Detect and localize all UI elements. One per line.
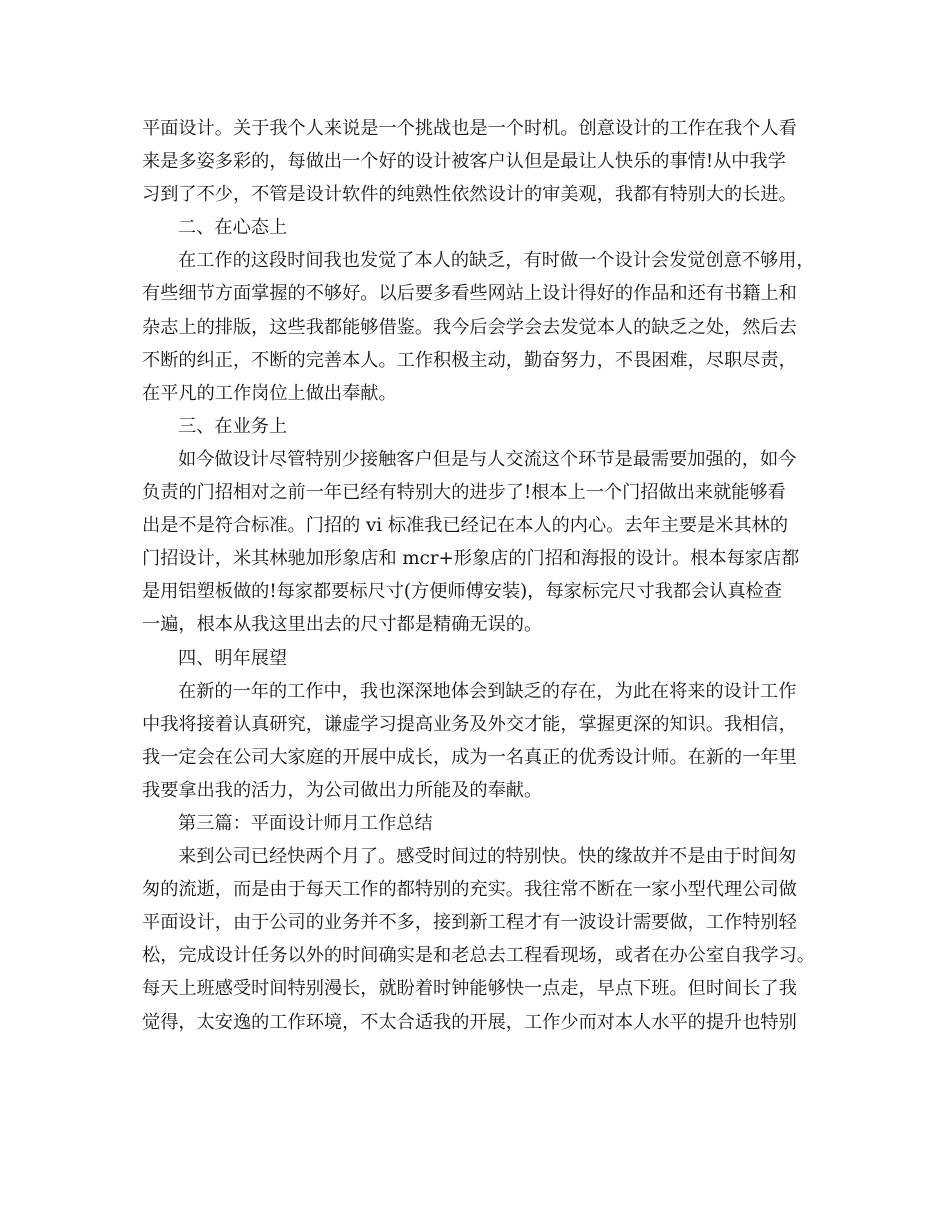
paragraph-start-line: 在工作的这段时间我也发觉了本人的缺乏，有时做一个设计会发觉创意不够用，: [178, 250, 815, 272]
paragraph-start-line: 三、在业务上: [178, 415, 288, 437]
text-line: 我要拿出我的活力，为公司做出力所能及的奉献。: [142, 779, 543, 801]
text-line: 负责的门招相对之前一年已经有特别大的进步了!根本上一个门招做出来就能够看: [142, 482, 786, 504]
paragraph-start-line: 四、明年展望: [178, 647, 288, 669]
text-line: 习到了不少，不管是设计软件的纯熟性依然设计的审美观，我都有特别大的长进。: [142, 184, 797, 206]
paragraph-start-line: 二、在心态上: [178, 217, 288, 239]
text-line: 匆的流逝，而是由于每天工作的都特别的充实。我往常不断在一家小型代理公司做: [142, 879, 797, 901]
text-line: 出是不是符合标准。门招的 vi 标准我已经记在本人的内心。去年主要是米其林的: [142, 515, 789, 537]
text-line: 是用铝塑板做的!每家都要标尺寸(方便师傅安装)，每家标完尺寸我都会认真检查: [142, 581, 782, 603]
text-line: 不断的纠正，不断的完善本人。工作积极主动，勤奋努力，不畏困难，尽职尽责，: [142, 349, 797, 371]
text-line: 松，完成设计任务以外的时间确实是和老总去工程看现场，或者在办公室自我学习。: [142, 945, 815, 967]
text-line: 在平凡的工作岗位上做出奉献。: [142, 382, 397, 404]
paragraph-start-line: 来到公司已经快两个月了。感受时间过的特别快。快的缘故并不是由于时间匆: [178, 846, 797, 868]
text-line: 有些细节方面掌握的不够好。以后要多看些网站上设计得好的作品和还有书籍上和: [142, 283, 797, 305]
text-line: 门招设计，米其林驰加形象店和 mcr+形象店的门招和海报的设计。根本每家店都: [142, 548, 800, 570]
text-line: 我一定会在公司大家庭的开展中成长，成为一名真正的优秀设计师。在新的一年里: [142, 746, 797, 768]
text-line: 觉得，太安逸的工作环境，不太合适我的开展，工作少而对本人水平的提升也特别: [142, 1011, 797, 1033]
paragraph-start-line: 如今做设计尽管特别少接触客户但是与人交流这个环节是最需要加强的，如今: [178, 448, 797, 470]
document-page: [142, 112, 824, 1039]
paragraph-start-line: 在新的一年的工作中，我也深深地体会到缺乏的存在，为此在将来的设计工作: [178, 680, 797, 702]
paragraph-start-line: 第三篇：平面设计师月工作总结: [178, 812, 433, 834]
text-line: 一遍，根本从我这里出去的尺寸都是精确无误的。: [142, 614, 543, 636]
text-line: 平面设计。关于我个人来说是一个挑战也是一个时机。创意设计的工作在我个人看: [142, 118, 797, 139]
text-line: 中我将接着认真研究，谦虚学习提高业务及外交才能，掌握更深的知识。我相信，: [142, 713, 797, 735]
text-line: 平面设计，由于公司的业务并不多，接到新工程才有一波设计需要做，工作特别轻: [142, 912, 797, 934]
text-line: 杂志上的排版，这些我都能够借鉴。我今后会学会去发觉本人的缺乏之处，然后去: [142, 316, 797, 338]
text-line: 每天上班感受时间特别漫长，就盼着时钟能够快一点走，早点下班。但时间长了我: [142, 978, 797, 1000]
text-line: 来是多姿多彩的，每做出一个好的设计被客户认但是最让人快乐的事情!从中我学: [142, 151, 786, 173]
